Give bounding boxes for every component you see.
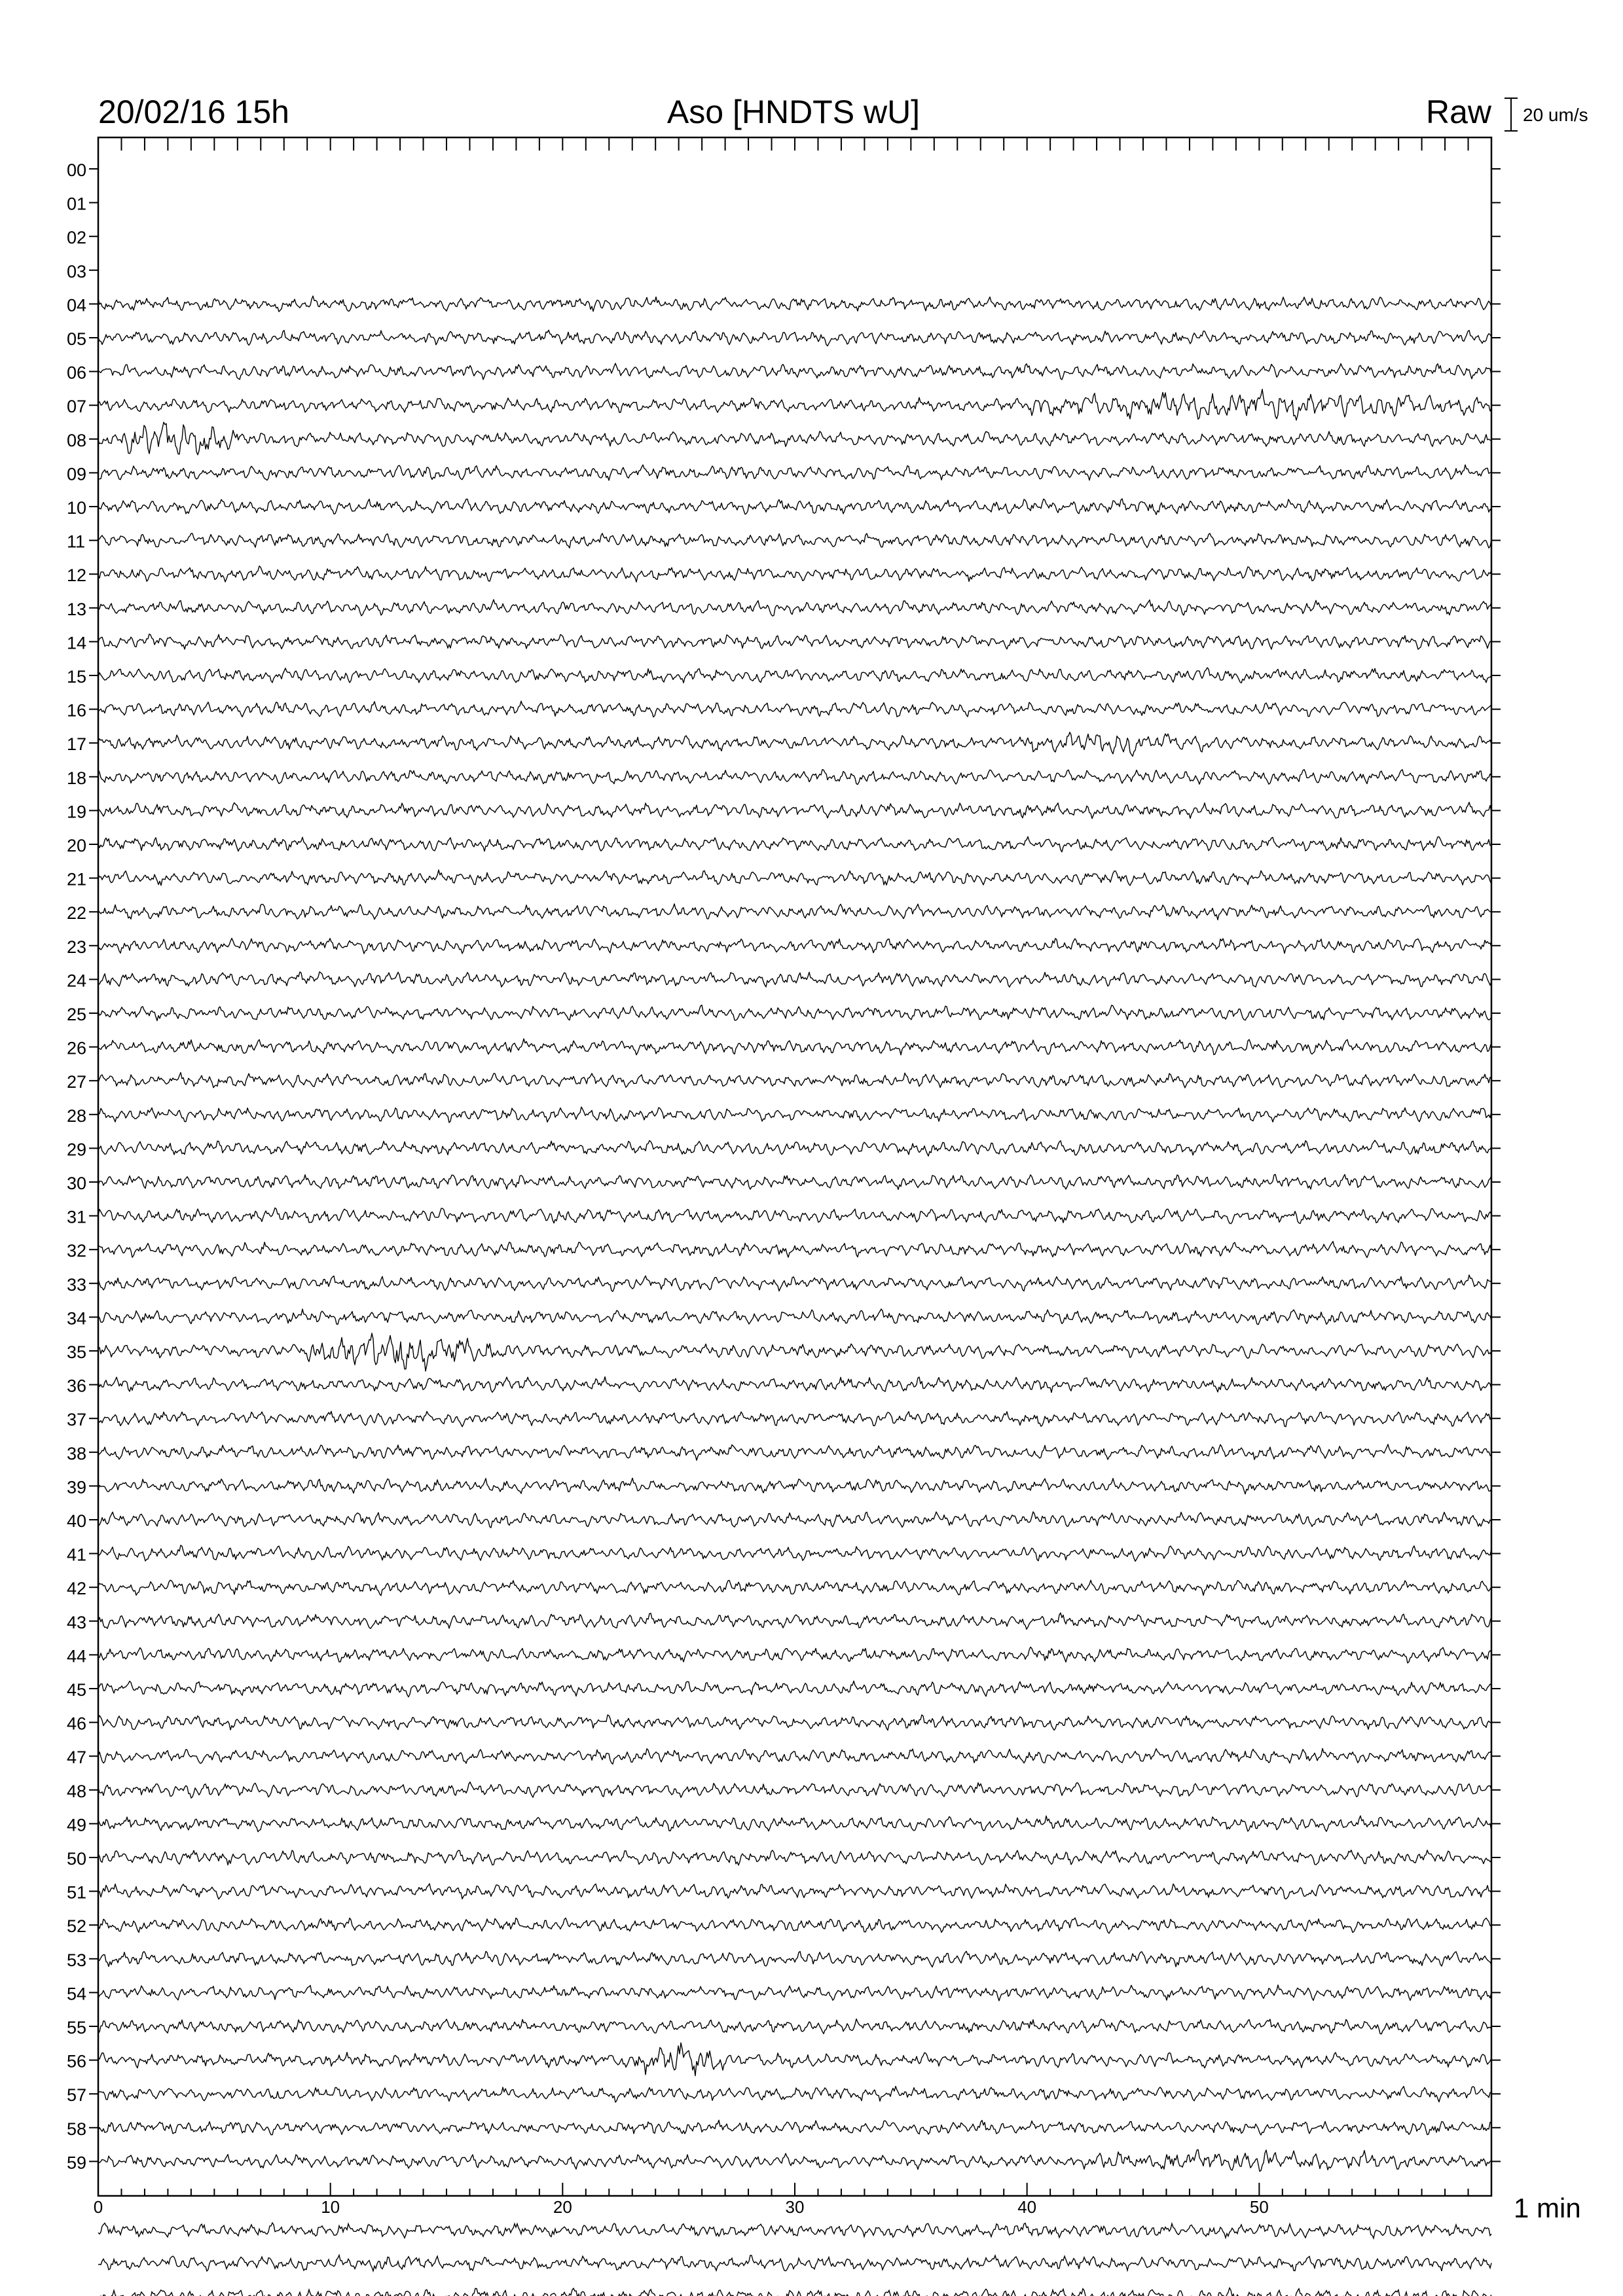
- x-tick-label: 20: [553, 2197, 572, 2217]
- row-label: 53: [67, 1950, 87, 1970]
- row-label: 45: [67, 1680, 87, 1700]
- x-tick-label: 30: [785, 2197, 805, 2217]
- row-label: 04: [67, 295, 87, 315]
- row-label: 02: [67, 228, 87, 248]
- row-label: 35: [67, 1342, 87, 1362]
- row-label: 11: [67, 531, 86, 552]
- row-label: 20: [67, 836, 87, 855]
- row-label: 56: [67, 2051, 87, 2072]
- row-label: 08: [67, 430, 87, 450]
- x-tick-label: 10: [321, 2197, 340, 2217]
- x-tick-label: 50: [1249, 2197, 1269, 2217]
- row-label: 50: [67, 1849, 87, 1869]
- row-label: 07: [67, 397, 87, 417]
- row-label: 38: [67, 1443, 87, 1463]
- row-label: 12: [67, 565, 87, 586]
- row-label: 55: [67, 2018, 87, 2037]
- row-label: 54: [67, 1984, 87, 2004]
- row-label: 15: [67, 667, 87, 687]
- row-label: 19: [67, 802, 87, 822]
- row-label: 14: [67, 633, 87, 653]
- row-label: 00: [67, 160, 87, 180]
- row-label: 18: [67, 768, 87, 788]
- scale-label: 20 um/s: [1523, 105, 1588, 125]
- row-label: 29: [67, 1139, 87, 1160]
- row-label: 10: [67, 498, 87, 518]
- x-tick-label: 0: [93, 2197, 103, 2217]
- row-label: 34: [67, 1308, 87, 1329]
- row-label: 23: [67, 937, 87, 957]
- row-label: 59: [67, 2153, 87, 2173]
- row-label: 37: [67, 1410, 87, 1430]
- row-label: 42: [67, 1579, 87, 1599]
- row-label: 57: [67, 2085, 87, 2106]
- row-label: 39: [67, 1477, 87, 1498]
- row-label: 05: [67, 329, 87, 349]
- row-label: 17: [67, 734, 87, 755]
- x-axis-unit-label: 1 min: [1514, 2193, 1581, 2223]
- row-label: 24: [67, 971, 87, 991]
- row-label: 32: [67, 1241, 87, 1261]
- row-label: 46: [67, 1713, 87, 1734]
- row-label: 51: [67, 1882, 87, 1903]
- row-label: 48: [67, 1781, 87, 1801]
- row-label: 58: [67, 2119, 87, 2139]
- row-label: 21: [67, 869, 87, 889]
- row-label: 26: [67, 1038, 87, 1058]
- row-label: 49: [67, 1815, 87, 1835]
- row-label: 01: [67, 194, 87, 214]
- row-label: 13: [67, 599, 87, 619]
- row-label: 22: [67, 903, 87, 924]
- x-tick-label: 40: [1017, 2197, 1037, 2217]
- row-label: 09: [67, 464, 87, 484]
- row-label: 44: [67, 1646, 87, 1666]
- row-label: 33: [67, 1274, 87, 1295]
- row-label: 25: [67, 1005, 87, 1024]
- row-label: 16: [67, 700, 87, 721]
- row-label: 06: [67, 363, 87, 383]
- row-label: 52: [67, 1916, 87, 1937]
- row-label: 36: [67, 1376, 87, 1396]
- row-label: 31: [67, 1207, 87, 1227]
- row-label: 03: [67, 261, 87, 281]
- mode-label: Raw: [1425, 94, 1491, 130]
- station-title: Aso [HNDTS wU]: [666, 94, 921, 130]
- row-label: 41: [67, 1545, 87, 1565]
- row-label: 47: [67, 1748, 87, 1768]
- row-label: 30: [67, 1174, 87, 1193]
- row-label: 40: [67, 1511, 87, 1531]
- row-label: 27: [67, 1072, 87, 1092]
- datetime-label: 20/02/16 15h: [98, 94, 289, 130]
- row-label: 28: [67, 1105, 87, 1126]
- row-label: 43: [67, 1612, 87, 1632]
